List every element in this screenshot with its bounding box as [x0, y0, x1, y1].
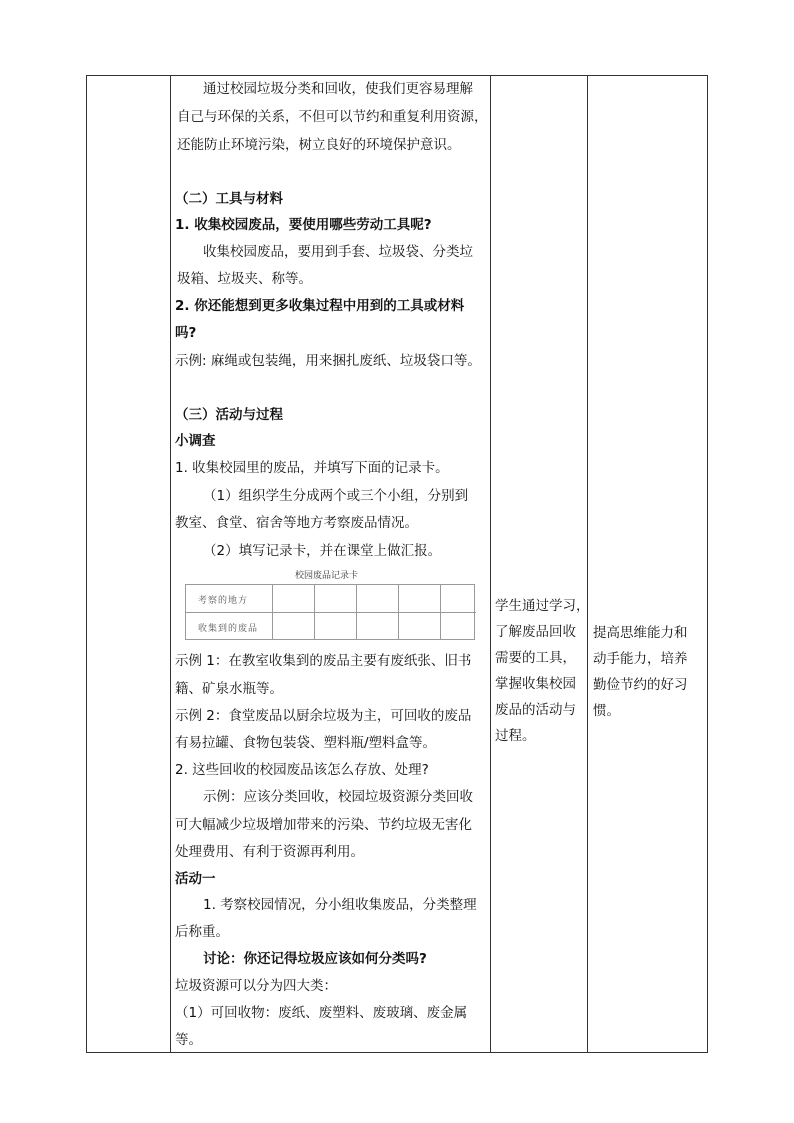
- example-line: 示例 2：食堂废品以厨余垃圾为主，可回收的废品: [175, 708, 472, 724]
- section-heading: （三）活动与过程: [175, 407, 283, 423]
- discussion: 讨论：你还记得垃圾应该如何分类吗?: [203, 951, 427, 967]
- intent-line: 惯。: [593, 703, 620, 719]
- intent-line: 勤俭节约的好习: [593, 677, 688, 693]
- step-line: （2）填写记录卡，并在课堂上做汇报。: [203, 543, 442, 559]
- student-line: 学生通过学习，: [495, 598, 590, 614]
- example-line: 处理费用、有利于资源再利用。: [175, 844, 364, 860]
- student-line: 掌握收集校园: [495, 676, 576, 692]
- step: 2. 这些回收的校园废品该怎么存放、处理?: [175, 762, 429, 778]
- example-line: 示例 1：在教室收集到的废品主要有废纸张、旧书: [175, 653, 472, 669]
- column-divider: [170, 76, 171, 1052]
- intro-line: 通过校园垃圾分类和回收，使我们更容易理解: [203, 81, 473, 97]
- category-line: 等。: [175, 1032, 202, 1048]
- activity-line: 后称重。: [175, 924, 229, 940]
- student-line: 废品的活动与: [495, 702, 576, 718]
- example-line: 可大幅减少垃圾增加带来的污染、节约垃圾无害化: [175, 817, 472, 833]
- record-card-row-label: 收集到的废品: [198, 624, 259, 634]
- question: 1. 收集校园废品，要使用哪些劳动工具呢?: [175, 217, 432, 233]
- question: 吗?: [175, 325, 197, 341]
- step: 1. 收集校园里的废品，并填写下面的记录卡。: [175, 460, 449, 476]
- step-line: 教室、食堂、宿舍等地方考察废品情况。: [175, 515, 418, 531]
- activity-line: 1. 考察校园情况，分小组收集废品，分类整理: [203, 897, 477, 913]
- column-divider: [490, 76, 491, 1052]
- record-card-title: 校园废品记录卡: [295, 571, 359, 581]
- example-line: 有易拉罐、食物包装袋、塑料瓶/塑料盒等。: [175, 735, 437, 751]
- student-line: 需要的工具，: [495, 650, 576, 666]
- intro-line: 自己与环保的关系，不但可以节约和重复利用资源，: [177, 109, 488, 125]
- answer-line: 收集校园废品，要用到手套、垃圾袋、分类垃: [203, 244, 473, 260]
- record-card-row-label: 考察的地方: [198, 596, 249, 606]
- intent-line: 提高思维能力和: [593, 625, 688, 641]
- answer-line: 圾箱、垃圾夹、称等。: [177, 271, 312, 287]
- student-line: 了解废品回收: [495, 624, 576, 640]
- category-line: （1）可回收物：废纸、废塑料、废玻璃、废金属: [175, 1005, 468, 1021]
- lesson-table: [86, 75, 708, 1053]
- intro-line: 还能防止环境污染，树立良好的环境保护意识。: [177, 137, 461, 153]
- column-divider: [587, 76, 588, 1052]
- category-intro: 垃圾资源可以分为四大类：: [175, 978, 337, 994]
- subheading: 活动一: [175, 871, 216, 887]
- student-line: 过程。: [495, 728, 536, 744]
- example: 示例: 麻绳或包装绳，用来捆扎废纸、垃圾袋口等。: [175, 353, 481, 369]
- subheading: 小调查: [175, 433, 216, 449]
- example-line: 籍、矿泉水瓶等。: [175, 681, 283, 697]
- intent-line: 动手能力，培养: [593, 651, 688, 667]
- question: 2. 你还能想到更多收集过程中用到的工具或材料: [175, 298, 465, 314]
- step-line: （1）组织学生分成两个或三个小组，分别到: [203, 488, 469, 504]
- record-card: [185, 584, 475, 640]
- example-line: 示例：应该分类回收，校园垃圾资源分类回收: [203, 789, 473, 805]
- section-heading: （二）工具与材料: [175, 191, 283, 207]
